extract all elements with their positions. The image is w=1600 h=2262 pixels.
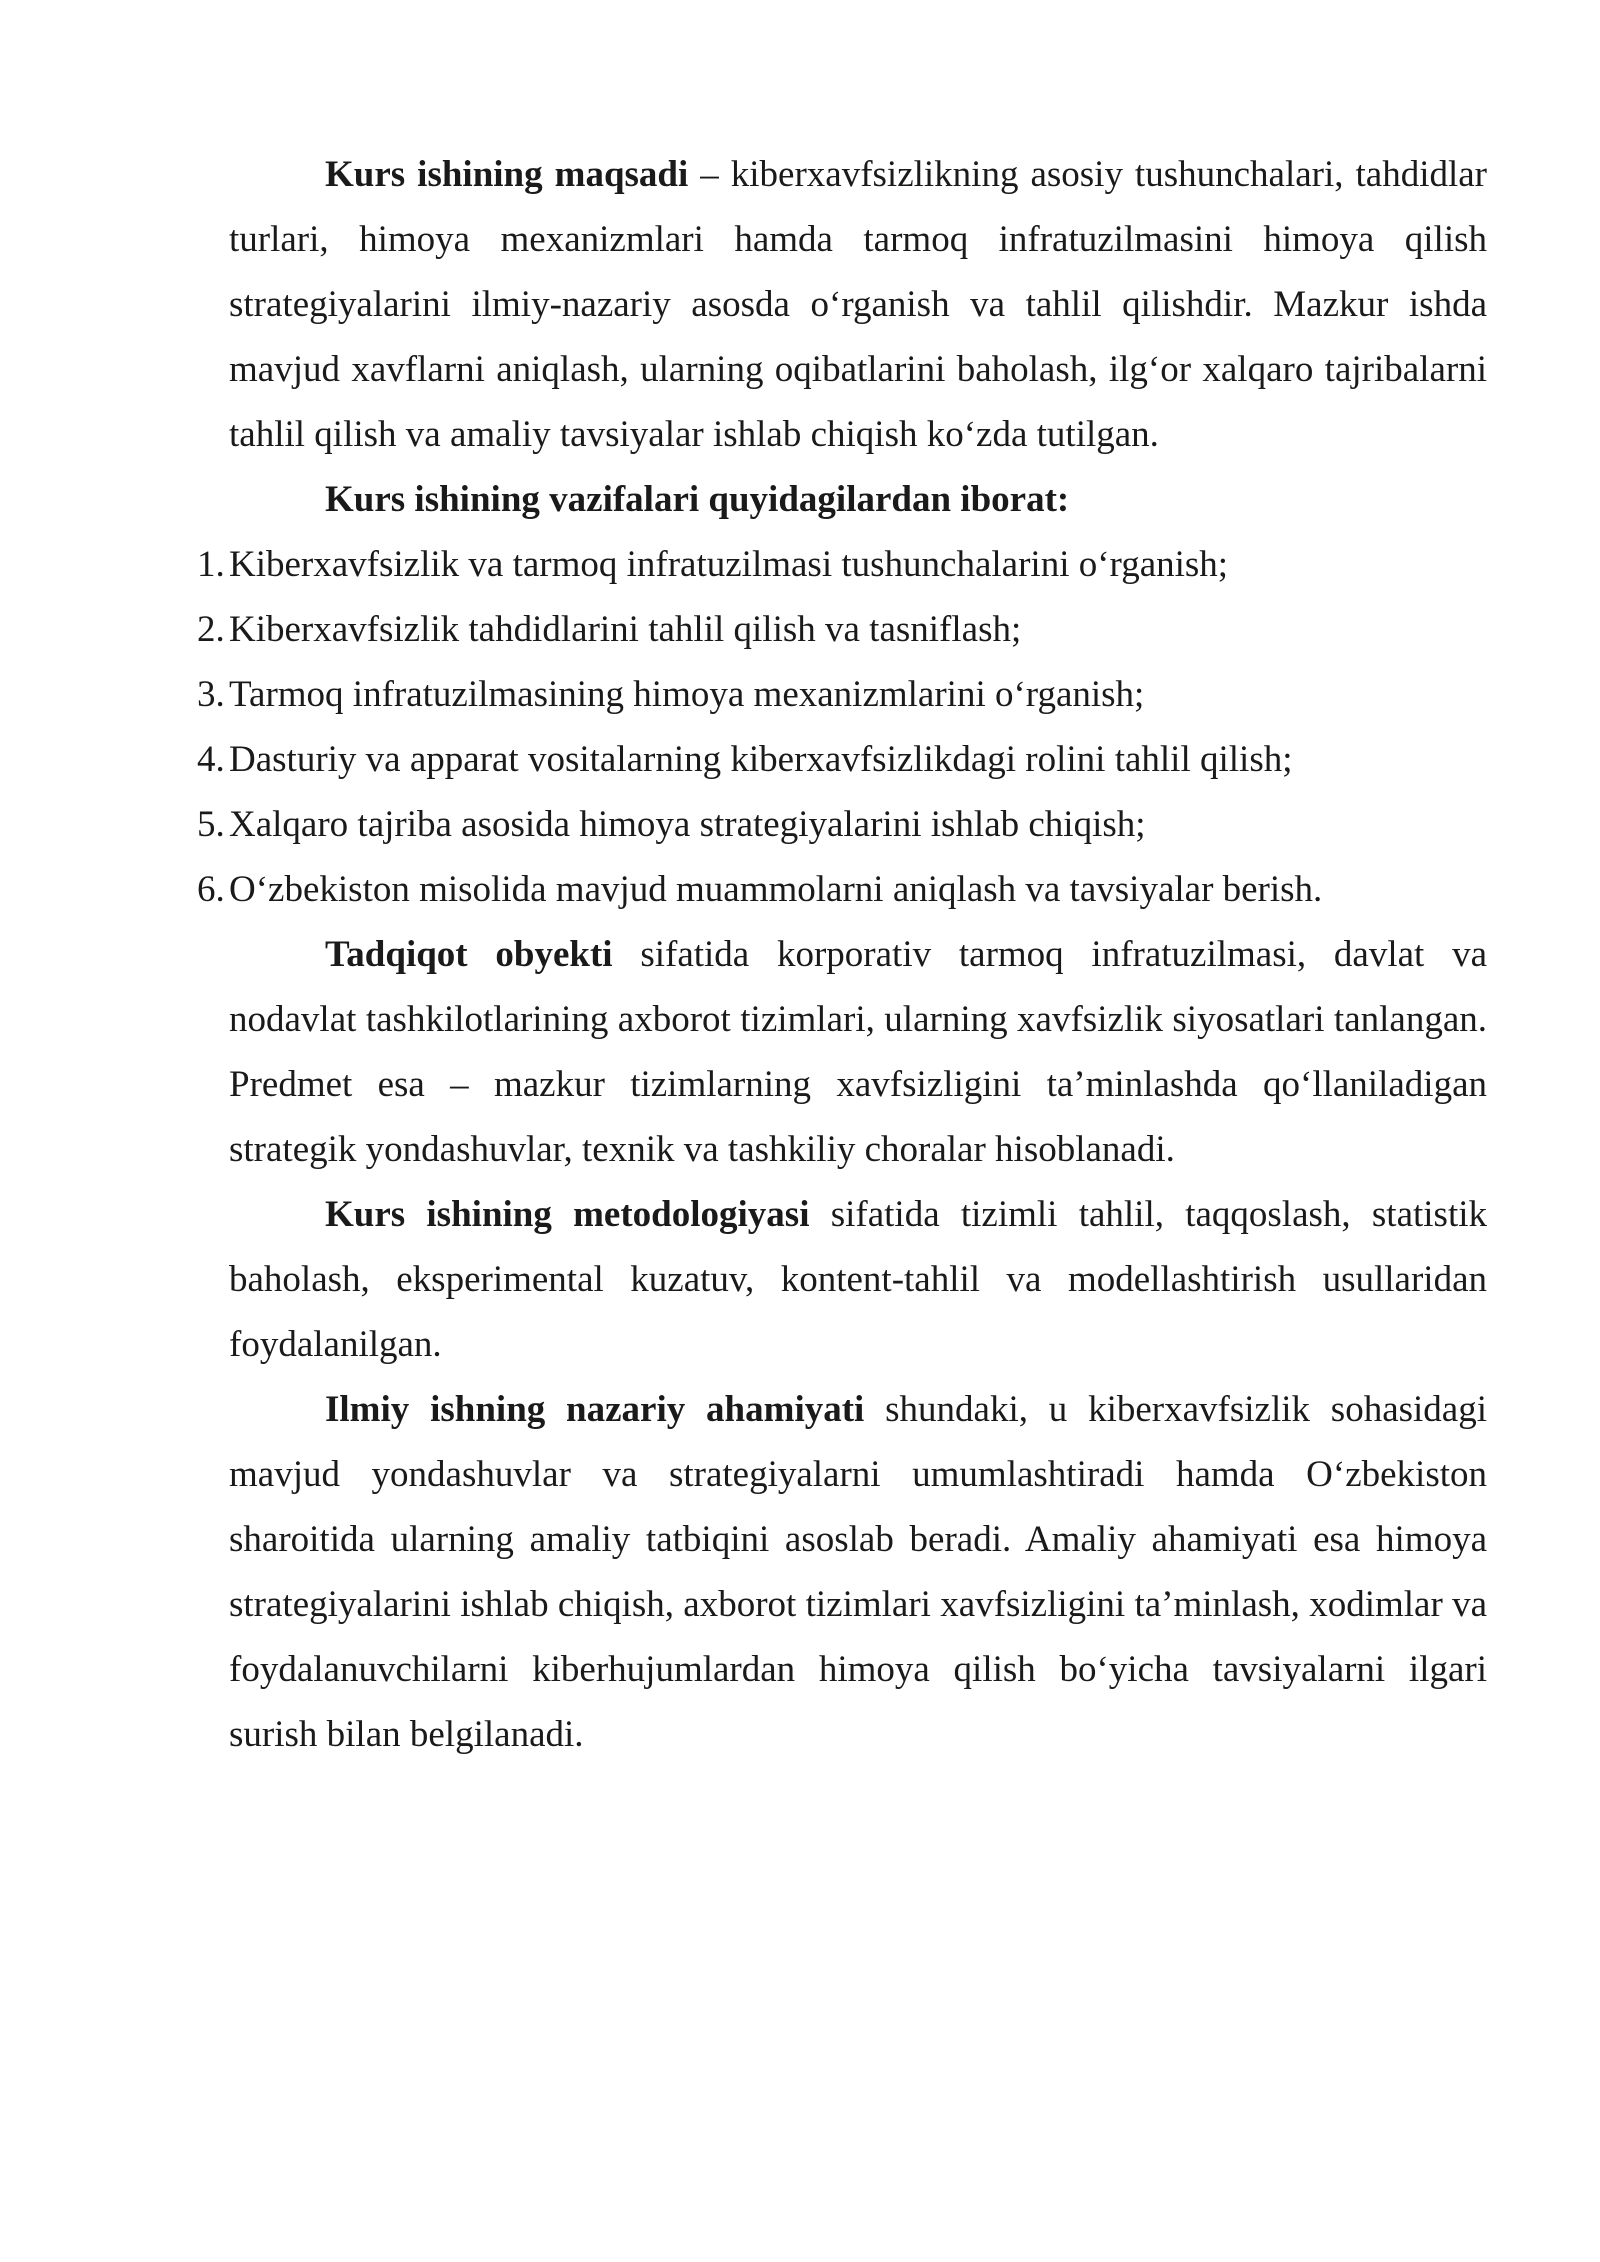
list-item [197, 662, 1487, 727]
tasks-heading: Kurs ishining vazifalari quyidagilardan iborat: [325, 479, 1070, 520]
list-item-text: Kiberxavfsizlik va tarmoq infratuzilmasi tushunchalarini o‘rganish; [229, 544, 1229, 585]
list-item-text: Tarmoq infratuzilmasining himoya mexanizmlarini o‘rganish; [229, 674, 1145, 715]
paragraph-goal-text: – kiberxavfsizlikning asosiy tushunchalari, tahdidlar turlari, himoya mexanizmlari hamda tarmoq infratuzilmasini himoya qilish strategiyalarini ilmiy-nazariy asosda o‘rganish va tahlil qilishdir. Mazkur ishda mavjud xavflarni aniqlash, ularning oqibatlarini baholash, ilg‘or xalqaro tajribalarni tahlil qilish va amaliy tavsiyalar ishlab chiqish ko‘zda tutilgan. [229, 154, 1487, 455]
list-item [197, 597, 1487, 662]
paragraph-research-object [229, 922, 1487, 1182]
paragraph-significance-text: shundaki, u kiberxavfsizlik sohasidagi mavjud yondashuvlar va strategiyalarni umumlashtiradi hamda O‘zbekiston sharoitida ularning amaliy tatbiqini asoslab beradi. Amaliy ahamiyati esa himoya strategiyalarini ishlab chiqish, axborot tizimlari xavfsizligini ta’minlash, xodimlar va foydalanuvchilarni kiberhujumlardan himoya qilish bo‘yicha tavsiyalarni ilgari surish bilan belgilanadi. [229, 1389, 1488, 1755]
list-item [197, 532, 1487, 597]
list-item [197, 792, 1487, 857]
paragraph-methodology-text: sifatida tizimli tahlil, taqqoslash, statistik baholash, eksperimental kuzatuv, kontent-tahlil va modellashtirish usullaridan foydalanilgan. [229, 1194, 1488, 1365]
paragraph-research-object-lead: Tadqiqot obyekti [325, 934, 613, 975]
paragraph-methodology [229, 1182, 1487, 1377]
paragraph-goal [229, 142, 1487, 467]
paragraph-goal-lead: Kurs ishining maqsadi [325, 154, 689, 195]
list-item-number: 4. [197, 739, 225, 780]
list-item-number: 3. [197, 674, 225, 715]
list-item-number: 1. [197, 544, 225, 585]
list-item-text: Kiberxavfsizlik tahdidlarini tahlil qilish va tasniflash; [229, 609, 1022, 650]
list-item-number: 5. [197, 804, 225, 845]
tasks-list [197, 532, 1487, 922]
paragraph-significance-lead: Ilmiy ishning nazariy ahamiyati [325, 1389, 865, 1430]
document-body [197, 142, 1488, 1767]
list-item-text: Dasturiy va apparat vositalarning kiberxavfsizlikdagi rolini tahlil qilish; [229, 739, 1293, 780]
list-item [197, 727, 1487, 792]
paragraph-significance [229, 1377, 1487, 1767]
list-item-number: 2. [197, 609, 225, 650]
paragraph-research-object-text: sifatida korporativ tarmoq infratuzilmasi, davlat va nodavlat tashkilotlarining axborot tizimlari, ularning xavfsizlik siyosatlari tanlangan. Predmet esa – mazkur tizimlarning xavfsizligini ta’minlashda qo‘llaniladigan strategik yondashuvlar, texnik va tashkiliy choralar hisoblanadi. [229, 934, 1487, 1170]
list-item [197, 857, 1487, 922]
list-item-text: O‘zbekiston misolida mavjud muammolarni aniqlash va tavsiyalar berish. [229, 869, 1323, 910]
list-item-number: 6. [197, 869, 225, 910]
list-item-text: Xalqaro tajriba asosida himoya strategiyalarini ishlab chiqish; [229, 804, 1146, 845]
paragraph-methodology-lead: Kurs ishining metodologiyasi [325, 1194, 810, 1235]
